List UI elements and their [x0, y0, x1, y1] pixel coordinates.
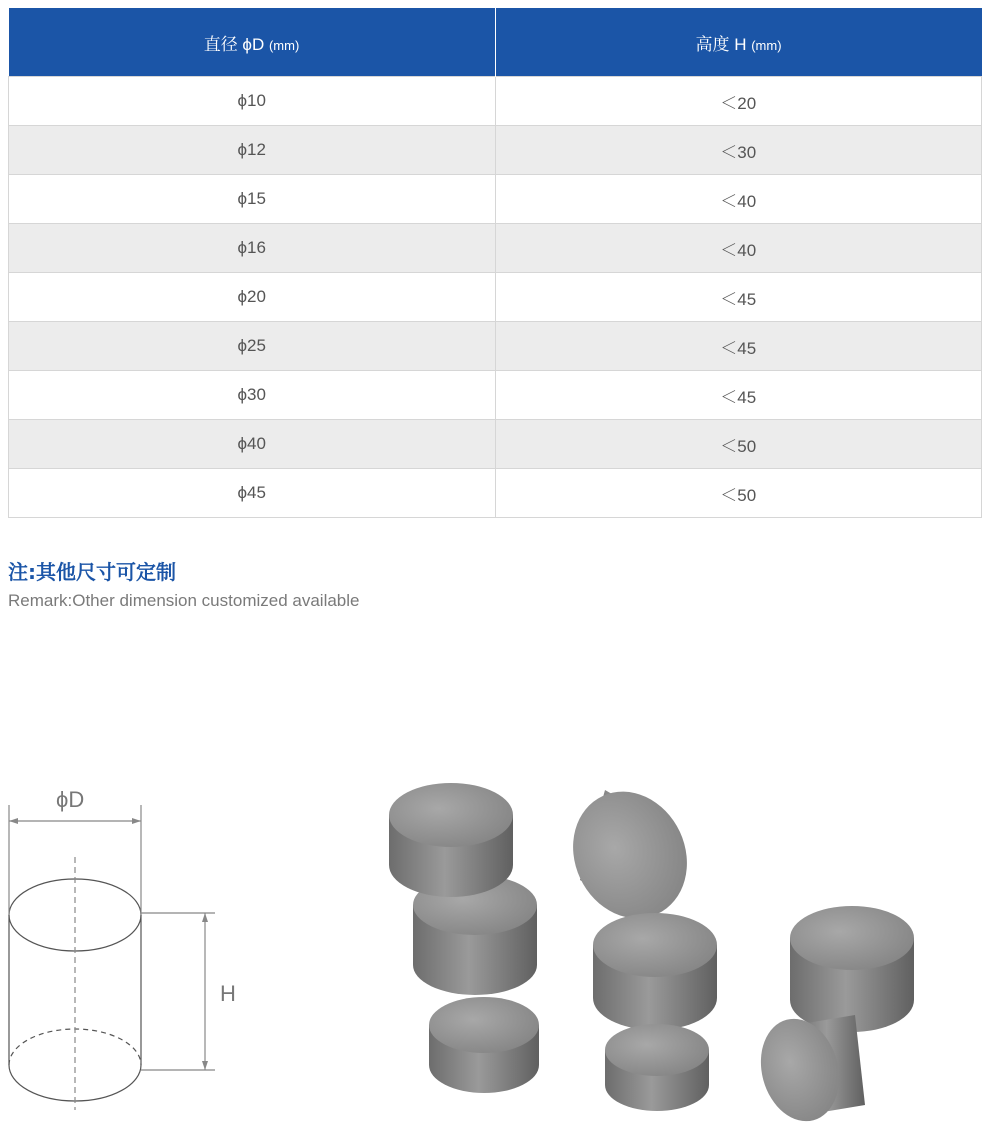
cell-height: ＜40 [495, 175, 982, 224]
cell-height: ＜50 [495, 420, 982, 469]
cell-height: ＜20 [495, 77, 982, 126]
table-row [9, 322, 982, 371]
insert-tilted-top [553, 773, 708, 937]
cell-height: ＜50 [495, 469, 982, 518]
cell-diameter: ϕ15 [9, 175, 496, 224]
table-header-row [9, 8, 982, 77]
insert-back-left-upper [389, 783, 513, 897]
cell-diameter: ϕ12 [9, 126, 496, 175]
height-label: H [220, 981, 236, 1006]
header-diameter-unit: (mm) [268, 37, 300, 53]
spec-table [8, 8, 982, 518]
cell-height: ＜45 [495, 371, 982, 420]
cell-diameter: ϕ25 [9, 322, 496, 371]
table-row [9, 77, 982, 126]
header-height-unit: (mm) [751, 37, 782, 53]
table-row [9, 420, 982, 469]
header-diameter [9, 8, 496, 77]
product-photo [375, 760, 935, 1130]
header-diameter-label: 直径 ϕD [203, 34, 265, 54]
cell-height: ＜40 [495, 224, 982, 273]
insert-center [593, 913, 717, 1030]
note-chinese: 注:其他尺寸可定制 [8, 560, 176, 584]
cell-diameter: ϕ30 [9, 371, 496, 420]
cell-diameter: ϕ16 [9, 224, 496, 273]
cylinder-diagram [0, 775, 260, 1115]
height-arrow-bottom [202, 1061, 208, 1070]
cell-diameter: ϕ10 [9, 77, 496, 126]
table-row [9, 224, 982, 273]
table-row [9, 175, 982, 224]
table-row [9, 469, 982, 518]
header-height-label: 高度 H [695, 34, 747, 54]
table-row [9, 371, 982, 420]
insert-front-center [605, 1024, 709, 1111]
cell-diameter: ϕ20 [9, 273, 496, 322]
diameter-label: ϕD [56, 787, 85, 812]
insert-front-right [750, 1010, 865, 1130]
table-row [9, 126, 982, 175]
note-english: Remark:Other dimension customized available [8, 591, 360, 610]
cell-diameter: ϕ45 [9, 469, 496, 518]
insert-right [790, 906, 914, 1032]
diameter-arrow-right [132, 818, 141, 824]
insert-front-left [429, 997, 539, 1093]
table-row [9, 273, 982, 322]
cell-height: ＜30 [495, 126, 982, 175]
diameter-arrow-left [9, 818, 18, 824]
header-height [495, 8, 982, 77]
height-arrow-top [202, 913, 208, 922]
cell-height: ＜45 [495, 322, 982, 371]
cell-height: ＜45 [495, 273, 982, 322]
cell-diameter: ϕ40 [9, 420, 496, 469]
